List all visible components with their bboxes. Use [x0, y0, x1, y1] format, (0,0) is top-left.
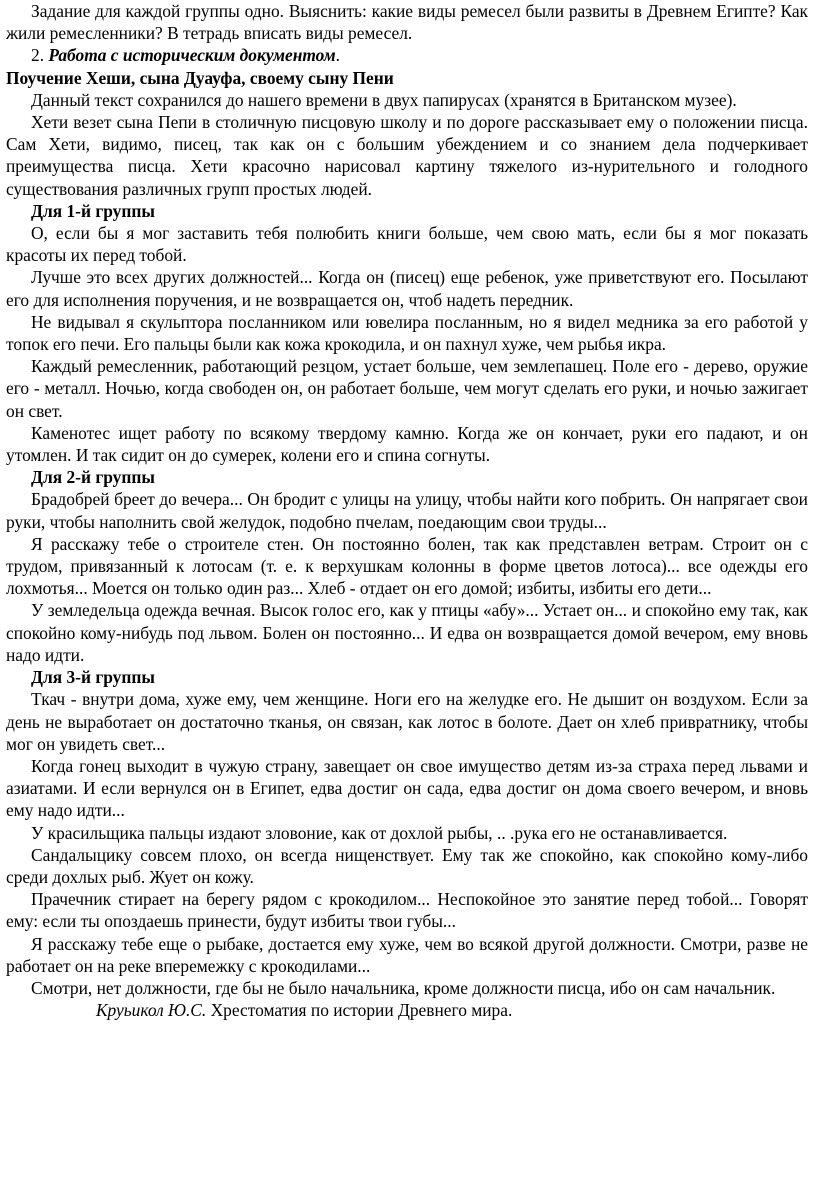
about-paragraph-1: Данный текст сохранился до нашего времени в двух папирусах (хранятся в Британском музее). [31, 89, 737, 110]
group-1-paragraph: Каменотес ищет работу по всякому твердому камню. Когда же он кончает, руки его падают, и он утомлен. И так сидит он до сумерек, колени его и спина согнуты. [6, 422, 808, 466]
group-1-paragraph: Каждый ремесленник, работающий резцом, устает больше, чем землепашец. Поле его - дерево, оружие его - металл. Ночью, когда свободен он, он работает больше, чем могут сделать его руки, и ночью зажигает он свет. [6, 356, 808, 421]
group-2-paragraph: Я расскажу тебе о строителе стен. Он постоянно болен, так как представлен ветрам. Строит он с трудом, привязанный к лотосам (т. е. к верхушкам колонны в форме цветов лотоса)... все одежды его лохмотья... Моется он только один раз... Хлеб - отдает он его домой; избиты, избиты его дети... [6, 533, 808, 599]
group-1-paragraph: О, если бы я мог заставить тебя полюбить книги больше, чем свою мать, если бы я мог показать красоты их перед тобой. [6, 223, 808, 266]
group-2-paragraph: У земледельца одежда вечная. Высок голос его, как у птицы «абу»... Устает он... и спокойно ему так, как спокойно кому-нибудь под львом. Болен он постоянно... И едва он возвращается домой вечером, ему вновь надо идти. [6, 600, 808, 665]
task-intro: Задание для каждой группы одно. Выяснить: какие виды ремесел были развиты в Древнем Египте? Как жили ремесленники? В тетрадь вписать виды ремесел. [6, 1, 808, 44]
group-2-heading: Для 2-й группы [31, 467, 155, 488]
group-3-paragraph: Прачечник стирает на берегу рядом с крокодилом... Неспокойное это занятие перед тобой... Говорят ему: если ты опоздаешь принести, будут избиты твои губы... [6, 889, 808, 932]
group-3-paragraph: Ткач - внутри дома, хуже ему, чем женщине. Ноги его на желудке его. Не дышит он воздухом. Если за день не выработает он достаточно тканья, он связан, как лотос в болоте. Дает он хлеб привратнику, чтобы мог он увидеть свет... [6, 689, 808, 754]
group-1-heading: Для 1-й группы [31, 200, 155, 221]
group-3-paragraph: Смотри, нет должности, где бы не было начальника, кроме должности писца, ибо он сам начальник. [31, 977, 776, 998]
citation-author: Круьикол Ю.С. [96, 1000, 207, 1021]
about-paragraph-2: Хети везет сына Пепи в столичную писцовую школу и по дороге рассказывает ему о положении писца. Сам Хети, видимо, писец, так как он с большим убеждением и со знанием дела подчеркивает преимущества писца. Хети красочно нарисовал картину тяжелого из-нурительного и голодного существования различных групп простых людей. [6, 112, 808, 199]
section-title-end: . [335, 45, 340, 66]
source-citation [6, 999, 808, 1021]
group-3-heading: Для 3-й группы [31, 667, 155, 688]
group-1-paragraph: Лучше это всех других должностей... Когда он (писец) еще ребенок, уже приветствуют его. Посылают его для исполнения поручения, и не возвращается он, чтоб надеть передник. [6, 267, 808, 310]
citation-title: Хрестоматия по истории Древнего мира. [210, 1000, 513, 1021]
group-3-paragraph: У красильщика пальцы издают зловоние, как от дохлой рыбы, .. .рука его не останавливается. [31, 822, 728, 843]
group-3-paragraph: Когда гонец выходит в чужую страну, завещает он свое имущество детям из-за страха перед львами и азиатами. И если вернулся он в Египет, едва достиг он сада, едва достиг он дома своего вечером, и вновь ему надо идти... [6, 755, 808, 821]
group-3-paragraph: Сандалыцику совсем плохо, он всегда нищенствует. Ему так же спокойно, как спокойно кому-либо среди дохлых рыб. Жует он кожу. [6, 844, 808, 887]
document-title: Поучение Хеши, сына Дуауфа, своему сыну Пени [6, 67, 394, 88]
group-2-paragraph: Брадобрей бреет до вечера... Он бродит с улицы на улицу, чтобы найти кого побрить. Он напрягает свои руки, чтобы наполнить свой желудок, подобно пчелам, поедающим свои труды... [6, 489, 808, 532]
group-3-paragraph: Я расскажу тебе еще о рыбаке, достается ему хуже, чем во всякой другой должности. Смотри, разве не работает он на реке вперемежку с крокодилами... [6, 933, 808, 976]
group-1-paragraph: Не видывал я скульптора посланником или ювелира посланным, но я видел медника за его работой у топок его печи. Его пальцы были как кожа крокодила, и он пахнул хуже, чем рыбья икра. [6, 311, 808, 355]
section-2-heading [6, 44, 808, 66]
section-title: Работа с историческим документом [48, 45, 336, 66]
section-number: 2. [31, 45, 45, 66]
